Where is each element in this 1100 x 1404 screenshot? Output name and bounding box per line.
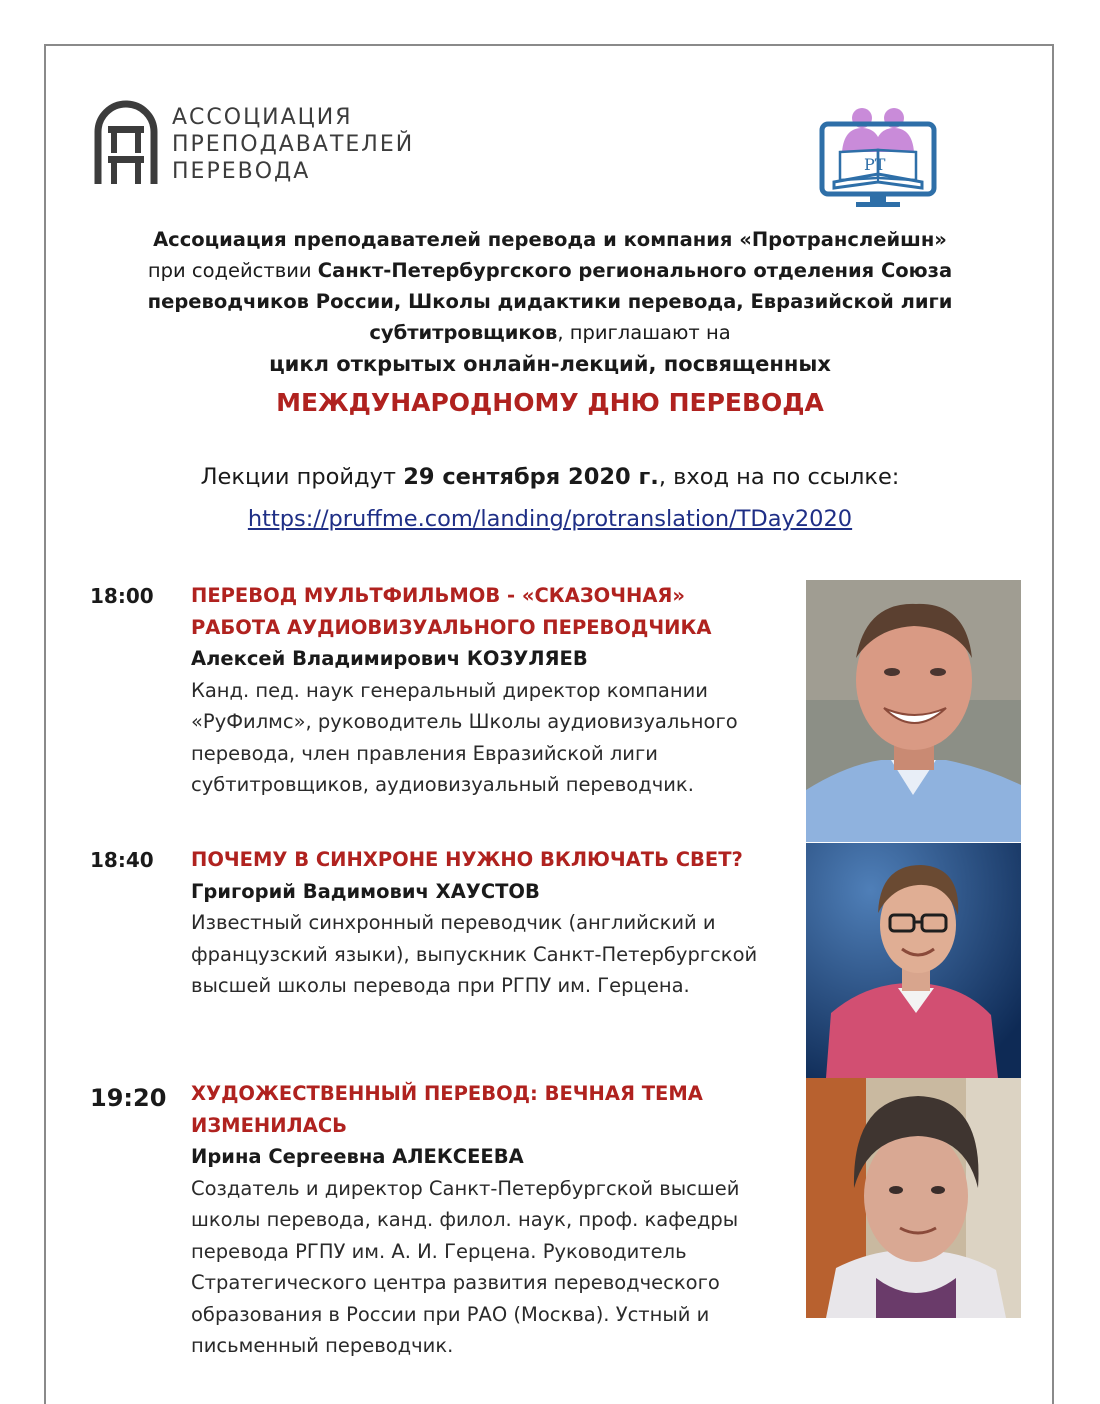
lecture-3-time: 19:20 — [90, 1084, 167, 1112]
lecture-2-bio-line-2: французский языки), выпускник Санкт-Петербургской — [191, 942, 758, 966]
lecture-1-bio-line-2: «РуФилмс», руководитель Школы аудиовизуального — [191, 710, 738, 733]
lecture-1-bio-line-3: перевода, член правления Евразийской лиги — [191, 741, 658, 765]
lecture-3-bio-line-1: Создатель и директор Санкт-Петербургской высшей — [191, 1176, 740, 1200]
association-logo — [94, 100, 424, 190]
lecture-3-speaker: Ирина Сергеевна АЛЕКСЕЕВА — [191, 1145, 524, 1168]
lecture-1-title-line-1: ПЕРЕВОД МУЛЬТФИЛЬМОВ - «СКАЗОЧНАЯ» — [191, 584, 686, 607]
date-line-after: , вход на по ссылке: — [658, 464, 900, 490]
lecture-3-title-line-1: ХУДОЖЕСТВЕННЫЙ ПЕРЕВОД: ВЕЧНАЯ ТЕМА — [191, 1082, 703, 1105]
speaker-1-photo — [806, 580, 1021, 842]
date-line-before: Лекции пройдут — [200, 464, 404, 490]
lecture-2 — [191, 844, 801, 1002]
monitor-book-emblem-icon — [816, 104, 940, 210]
lecture-3-bio-line-4: Стратегического центра развития переводческого — [191, 1271, 720, 1294]
intro-line-4a: субтитровщиков — [369, 321, 558, 344]
intro-text — [80, 224, 1020, 348]
lecture-1-bio-line-4: субтитровщиков, аудиовизуальный переводчик. — [191, 773, 694, 796]
lecture-1-time: 18:00 — [90, 584, 154, 608]
protranslation-logo — [816, 104, 940, 210]
lecture-2-bio-line-1: Известный синхронный переводчик (английский и — [191, 911, 716, 934]
lecture-2-time: 18:40 — [90, 848, 154, 872]
lecture-2-title-line-1: ПОЧЕМУ В СИНХРОНЕ НУЖНО ВКЛЮЧАТЬ СВЕТ? — [191, 848, 743, 871]
intro-line-4b: , приглашают на — [557, 321, 731, 344]
cycle-heading: цикл открытых онлайн-лекций, посвященных — [269, 352, 831, 376]
intro-line-2b: Санкт-Петербургского регионального отделения Союза — [317, 259, 953, 282]
lecture-3 — [191, 1078, 801, 1362]
association-emblem-icon — [94, 100, 158, 186]
lecture-1-title-line-2: РАБОТА АУДИОВИЗУАЛЬНОГО ПЕРЕВОДЧИКА — [191, 615, 712, 639]
lecture-3-title-line-2: ИЗМЕНИЛАСЬ — [191, 1113, 347, 1137]
event-title: МЕЖДУНАРОДНОМУ ДНЮ ПЕРЕВОДА — [276, 388, 824, 417]
lecture-2-speaker: Григорий Вадимович ХАУСТОВ — [191, 879, 540, 903]
speaker-3-photo — [806, 1078, 1021, 1318]
lecture-3-bio-line-3: перевода РГПУ им. А. И. Герцена. Руководитель — [191, 1239, 687, 1263]
lecture-1-bio-line-1: Канд. пед. наук генеральный директор компании — [191, 678, 708, 702]
logo-line-3: ПЕРЕВОДА — [172, 159, 311, 184]
speaker-2-photo — [806, 843, 1021, 1078]
emblem-letters: PT — [864, 155, 886, 174]
lecture-2-bio-line-3: высшей школы перевода при РГПУ им. Герцена. — [191, 974, 690, 997]
logo-line-2: ПРЕПОДАВАТЕЛЕЙ — [172, 132, 415, 157]
intro-line-2a: при содействии — [147, 259, 318, 282]
intro-line-1: Ассоциация преподавателей перевода и компания «Протранслейшн» — [153, 228, 947, 251]
logo-line-1: АССОЦИАЦИЯ — [172, 105, 353, 130]
lecture-3-bio-line-2: школы перевода, канд. филол. наук, проф. кафедры — [191, 1208, 739, 1231]
lecture-3-bio-line-5: образования в России при РАО (Москва). Устный и — [191, 1302, 710, 1326]
registration-link[interactable]: https://pruffme.com/landing/protranslation/TDay2020 — [247, 506, 853, 532]
date-line — [80, 464, 1020, 490]
lecture-1-speaker: Алексей Владимирович КОЗУЛЯЕВ — [191, 647, 588, 670]
event-date: 29 сентября 2020 г. — [403, 464, 659, 490]
intro-line-3: переводчиков России, Школы дидактики перевода, Евразийской лиги — [147, 290, 953, 313]
lecture-3-bio-line-6: письменный переводчик. — [191, 1334, 454, 1357]
lecture-1 — [191, 580, 801, 801]
